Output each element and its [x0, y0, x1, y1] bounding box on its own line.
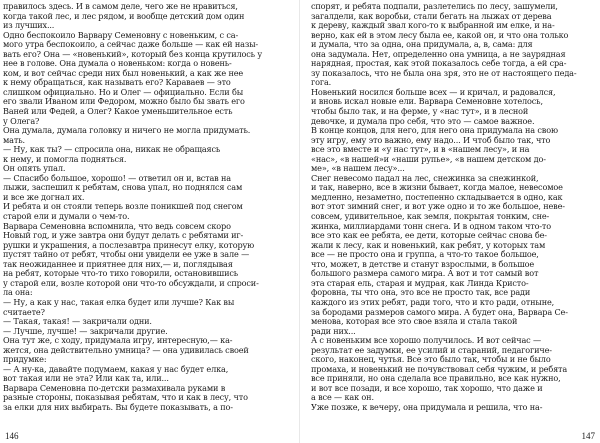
text-line: жали к лесу, как и новенький, как ребят, у которых там: [311, 240, 546, 250]
text-line: рушки и украшения, а послезавтра принесут елку, которую: [3, 240, 255, 250]
text-line: вать его? Она — «новенький», который без конца крутилось у: [3, 49, 263, 59]
text-line: ради них...: [311, 326, 356, 336]
text-line: вот этот зимний снег, и вот уже одно и то же большое, неве-: [311, 202, 565, 212]
text-line: к нему обращаться, как называть его? Караваев — это: [3, 78, 231, 88]
text-line: Ваней или Федей, а Олег? Какое уменьшительное есть: [3, 107, 233, 117]
text-line: ла она:: [3, 288, 33, 298]
text-line: из лучших...: [3, 21, 55, 31]
text-line: — Ну, как ты? — спросила она, никак не обращаясь: [3, 145, 221, 155]
text-line: за елки для них выбирать. Вы будете показывать, а по-: [3, 402, 233, 412]
text-line: — Лучше, лучше! — закричали другие.: [3, 326, 168, 336]
text-line: гога.: [311, 78, 332, 88]
text-line: жинка, миллиардами тонн снега. И в одном таком что-то: [311, 221, 551, 231]
text-line: И ребята и он стояли теперь возле поникшей под снегом: [3, 202, 243, 212]
text-line: Уже позже, к вечеру, она придумала и решила, что на-: [311, 402, 543, 412]
text-line: лыжи, заспешил к ребятам, снова упал, но поднялся сам: [3, 183, 243, 193]
text-line: за бородами размеров самого мира. А будет она, Варвара Се-: [311, 307, 568, 317]
text-line: Она тут же, с ходу, придумала игру, интересную,— ка-: [3, 336, 233, 346]
text-line: ме», «в нашем лесу»...: [311, 164, 405, 174]
text-line: Варвара Семеновна вспомнила, что ведь совсем скоро: [3, 221, 231, 231]
text-line: вот такая или не эта? Или как та, или...: [3, 374, 169, 384]
text-line: все приняли, но она сделала все правильно, все как нужно,: [311, 374, 561, 384]
text-line: и вновь искал новые ели. Варвара Семеновне хотелось,: [311, 97, 543, 107]
text-line: верно, как ей в этом лесу была ее, какой он, и что она только: [311, 30, 569, 40]
right-page-number: 147: [581, 431, 595, 441]
text-line: правилось здесь. И в самом деле, чего же не нравиться,: [3, 2, 238, 11]
text-line: у старой ели, возле которой они что-то обсуждали, и спроси-: [3, 278, 259, 288]
text-line: медленно, незаметно, постепенно складывается в одно, как: [311, 192, 563, 202]
text-line: когда такой лес, и лес рядом, и вообще детский дом один: [3, 11, 245, 21]
text-line: Она думала, думала головку и ничего не могла придумать.: [3, 126, 251, 136]
text-line: мого утра беспокоило, а сейчас даже больше — как ей назы-: [3, 40, 259, 50]
text-line: зу показалось, что не была она зря, это не от настоящего педа-: [311, 68, 577, 78]
text-line: — Такая, такая! — закричали одни.: [3, 317, 152, 327]
text-line: и так, наверно, все в жизни бывает, когда малое, невесомое: [311, 183, 563, 193]
text-line: большого размера самого мира. А вот и тот самый вот: [311, 269, 539, 279]
text-line: менова, которая все это свое взяла и стала такой: [311, 317, 518, 327]
text-line: старой ели и думали о чем-то.: [3, 212, 130, 222]
text-line: мать.: [3, 135, 25, 145]
text-line: слишком официально. Но и Олег — официально. Если бы: [3, 87, 244, 97]
text-line: результат ее задумки, ее усилий и стараний, педагогиче-: [311, 345, 552, 355]
text-line: Новый год, и уже завтра они будут делать с ребятами иг-: [3, 231, 244, 241]
text-line: эту игру, ему это важно, ему надо... И чтоб было так, что: [311, 135, 551, 145]
text-line: считаете?: [3, 307, 45, 317]
text-line: ком, и вот сейчас среди них был новенький, а как же нее: [3, 68, 244, 78]
text-line: чтобы было так, и на ферме, у «нас тут», и в лесной: [311, 107, 529, 117]
text-line: к дереву, каждый звал кого-то к выбранной им елке, и на-: [311, 21, 555, 31]
text-line: пустят тайно от ребят, чтобы они увидели ее уже в зале —: [3, 250, 250, 260]
text-line: — А ну-ка, давайте подумаем, какая у нас будет елка,: [3, 364, 229, 374]
text-line: все это вместе и «у нас тут», и в «нашем лесу», и на: [311, 145, 530, 155]
text-line: Снег невесомо падал на лес, снежинка за снежинкой,: [311, 173, 539, 183]
text-line: совсем, удивительное, как земля, покрытая тонким, сне-: [311, 212, 550, 222]
book-gutter: [299, 0, 300, 443]
text-line: ского, наконец, чутья. Все это было так, чтобы и не было: [311, 355, 551, 365]
text-line: загалдели, как воробьи, стали бегать на лыжах от дерева: [311, 11, 552, 21]
text-line: к нему, и помогла подняться.: [3, 154, 127, 164]
text-line: — Ну, а как у нас, такая елка будет или лучше? Как вы: [3, 297, 235, 307]
text-line: все это как ее ребята, ее дети, которые сейчас снова бе-: [311, 231, 547, 241]
text-line: и вот все позади, и все хорошо, так хорошо, что даже и: [311, 383, 543, 393]
text-line: форовна, ты что она, это все не просто так, все ради: [311, 288, 531, 298]
text-line: и думала, что за одна, она придумала, а, в, сама: для: [311, 40, 533, 50]
text-line: «нас», «в нашей»и «наши рупье», «в нашем детском до-: [311, 154, 546, 164]
text-line: каждого из этих ребят, ради того, что и кто ради, отныне,: [311, 297, 555, 307]
text-line: придумке:: [3, 355, 47, 365]
text-line: его звали Иваном или Федором, можно было бы звать его: [3, 97, 245, 107]
text-line: спорят, и ребята подпали, разлетелись по лесу, зашумели,: [311, 2, 558, 11]
text-line: промаха, и новенький не почувствовал себя чужим, и ребята: [311, 364, 568, 374]
text-line: Новенький носился больше всех — и кричал, и радовался,: [311, 87, 556, 97]
text-line: а все — как он.: [311, 393, 374, 403]
text-line: она задумала. Нет, определенно она умница, а не заурядная: [311, 49, 566, 59]
left-page-text: [3, 2, 289, 413]
text-line: В конце концов, для него, для него она придумала на свою: [311, 126, 558, 136]
text-line: Варвара Семеновна по-детски размахивала руками в: [3, 383, 226, 393]
text-line: жется, она действительно умница? — она удивилась своей: [3, 345, 249, 355]
text-line: — Спасибо большое, хорошо! — ответил он и, встав на: [3, 173, 231, 183]
text-line: Одно беспокоило Варвару Семеновну с новеньким, с са-: [3, 30, 239, 40]
text-line: у Олега?: [3, 116, 40, 126]
text-line: эта старая ель, старая и мудрая, как Линда Кристо-: [311, 278, 529, 288]
text-line: все — не просто она и группа, а что-то такое большое,: [311, 250, 539, 260]
text-line: и все же догнал их.: [3, 192, 85, 202]
right-page: [311, 2, 597, 441]
text-line: Он опять упал.: [3, 164, 66, 174]
text-line: нее в голове. Она думала о новеньком: когда о новень-: [3, 59, 232, 69]
text-line: на ребят, которые что-то тихо говорили, остановившись: [3, 269, 239, 279]
left-page-number: 146: [5, 431, 19, 441]
text-line: разные стороны, показывая ребятам, что и как в лесу, что: [3, 393, 248, 403]
text-line: так неожиданнее и приятнее для них,— и, поглядывая: [3, 259, 233, 269]
left-page: [3, 2, 289, 441]
text-line: что, может, в детстве и станут взрослыми, в большое: [311, 259, 535, 269]
text-line: нарядная, простая, как этой показалось себе тогда, а ей сра-: [311, 59, 567, 69]
text-line: девочке, и думала про себя, что это — самое важное.: [311, 116, 535, 126]
text-line: А с новеньким все хорошо получилось. И вот сейчас —: [311, 336, 541, 346]
right-page-text: [311, 2, 597, 413]
